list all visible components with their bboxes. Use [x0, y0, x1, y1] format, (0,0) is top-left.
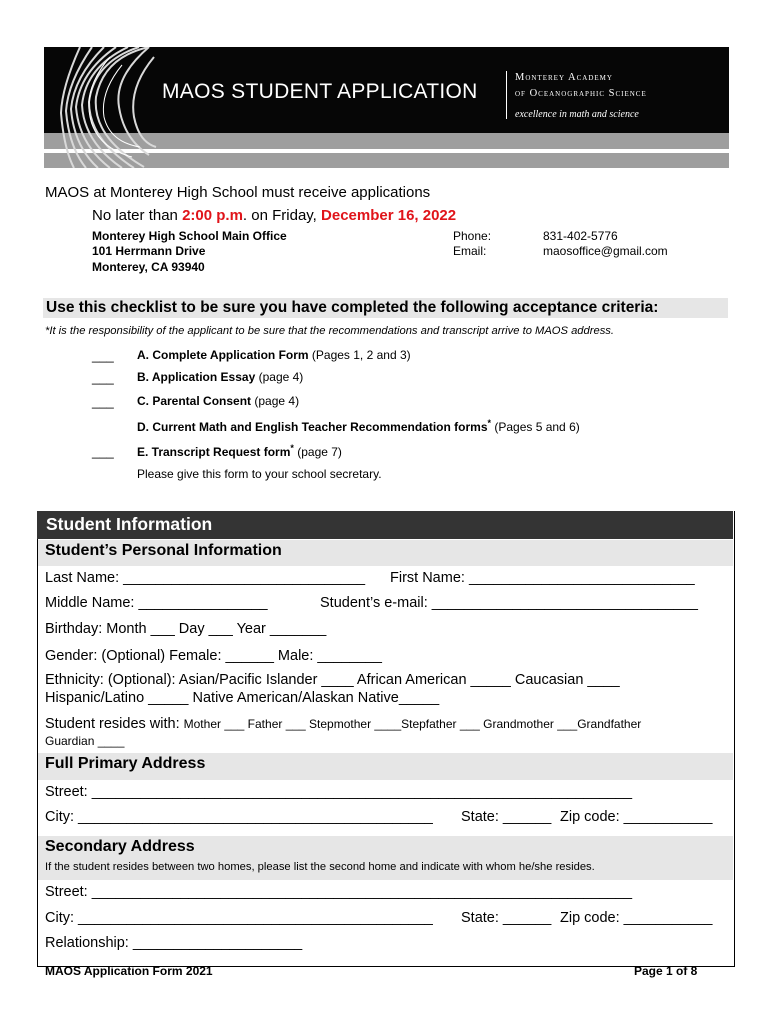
checklist-item-d	[137, 418, 580, 434]
ethnicity-field-line2[interactable]: Hispanic/Latino _____ Native American/Alaskan Native_____	[45, 690, 440, 706]
checklist-heading-bar	[43, 298, 728, 318]
banner-org-line1: Monterey Academy	[515, 72, 613, 83]
primary-zip-field[interactable]: Zip code: ___________	[560, 809, 713, 825]
student-email-field[interactable]: Student’s e-mail: _________________________________	[320, 595, 698, 611]
item-d-star: *	[487, 418, 492, 428]
secondary-address-heading-bar	[38, 836, 733, 880]
checklist-blank-a[interactable]: ___	[92, 348, 114, 363]
primary-street-field[interactable]: Street: ___________________________________________________________________	[45, 784, 633, 800]
checklist-item-e	[137, 443, 342, 459]
checklist-item-c	[137, 394, 299, 408]
item-b-title: B. Application Essay	[137, 370, 256, 384]
header-banner	[44, 47, 729, 168]
banner-divider	[506, 71, 507, 119]
intro-line: MAOS at Monterey High School must receive applications	[45, 184, 431, 201]
deadline-line	[92, 207, 456, 224]
item-d-pages: (Pages 5 and 6)	[491, 420, 580, 434]
item-a-pages: (Pages 1, 2 and 3)	[308, 348, 411, 362]
deadline-date: December 16, 2022	[321, 207, 457, 224]
personal-info-heading: Student’s Personal Information	[45, 542, 282, 559]
checklist-item-b	[137, 370, 303, 384]
secondary-city-field[interactable]: City: ____________________________________________	[45, 910, 433, 926]
primary-address-heading: Full Primary Address	[45, 755, 206, 772]
office-city: Monterey, CA 93940	[92, 260, 205, 274]
primary-state-field[interactable]: State: ______	[461, 809, 552, 825]
phone-label: Phone:	[453, 229, 492, 243]
banner-tagline: excellence in math and science	[515, 109, 639, 120]
secondary-zip-field[interactable]: Zip code: ___________	[560, 910, 713, 926]
first-name-field[interactable]: First Name: ____________________________	[390, 570, 695, 586]
resides-with-label: Student resides with:	[45, 716, 180, 732]
item-e-pages: (page 7)	[293, 445, 342, 459]
checklist-item-a	[137, 348, 411, 362]
item-e-title: E. Transcript Request form	[137, 445, 291, 459]
resides-with-options[interactable]: Mother ___ Father ___ Stepmother ____Stepfather ___ Grandmother ___Grandfather	[183, 717, 642, 731]
deadline-time: 2:00 p.m	[182, 207, 243, 224]
checklist-blank-e[interactable]: ___	[92, 444, 114, 459]
secretary-note: Please give this form to your school secretary.	[137, 467, 382, 481]
office-name: Monterey High School Main Office	[92, 229, 287, 243]
email-value: maosoffice@gmail.com	[543, 244, 668, 258]
item-b-pages: (page 4)	[255, 370, 304, 384]
birthday-field[interactable]: Birthday: Month ___ Day ___ Year _______	[45, 621, 327, 637]
relationship-field[interactable]: Relationship: _____________________	[45, 935, 303, 951]
checklist-blank-b[interactable]: ___	[92, 370, 114, 385]
personal-info-heading-bar	[38, 540, 733, 566]
item-a-title: A. Complete Application Form	[137, 348, 309, 362]
banner-title: MAOS STUDENT APPLICATION	[162, 80, 478, 103]
banner-org-line2: of Oceanographic Science	[515, 88, 647, 99]
guardian-field[interactable]: Guardian ____	[45, 734, 125, 748]
secondary-state-field[interactable]: State: ______	[461, 910, 552, 926]
secondary-address-heading: Secondary Address	[45, 838, 195, 855]
item-c-pages: (page 4)	[251, 394, 300, 408]
student-info-title: Student Information	[46, 514, 213, 534]
item-d-title: D. Current Math and English Teacher Recommendation forms	[137, 420, 488, 434]
deadline-mid: . on Friday,	[242, 207, 322, 224]
ethnicity-field-line1[interactable]: Ethnicity: (Optional): Asian/Pacific Islander ____ African American _____ Caucasian ____	[45, 672, 620, 688]
primary-city-field[interactable]: City: ____________________________________________	[45, 809, 433, 825]
secondary-address-note: If the student resides between two homes, please list the second home and indicate with whom he/she resides.	[45, 861, 595, 873]
primary-address-heading-bar	[38, 753, 733, 780]
item-e-star: *	[290, 443, 294, 453]
deadline-prefix: No later than	[92, 207, 183, 224]
office-street: 101 Herrmann Drive	[92, 244, 206, 258]
secondary-street-field[interactable]: Street: ___________________________________________________________________	[45, 884, 633, 900]
phone-value: 831-402-5776	[543, 229, 618, 243]
email-label: Email:	[453, 244, 487, 258]
middle-name-field[interactable]: Middle Name: ________________	[45, 595, 268, 611]
checklist-blank-c[interactable]: ___	[92, 394, 114, 409]
student-info-header	[37, 511, 733, 539]
item-c-title: C. Parental Consent	[137, 394, 252, 408]
nautilus-shell-logo	[44, 47, 159, 168]
gender-field[interactable]: Gender: (Optional) Female: ______ Male: ________	[45, 648, 382, 664]
checklist-heading: Use this checklist to be sure you have completed the following acceptance criteria:	[46, 299, 659, 316]
checklist-note: *It is the responsibility of the applicant to be sure that the recommendations and transcript arrive to MAOS address.	[45, 325, 614, 337]
last-name-field[interactable]: Last Name: ______________________________	[45, 570, 366, 586]
footer-page-number: Page 1 of 8	[634, 964, 698, 978]
resides-with-field[interactable]	[45, 716, 641, 732]
footer-form-title: MAOS Application Form 2021	[45, 964, 213, 978]
